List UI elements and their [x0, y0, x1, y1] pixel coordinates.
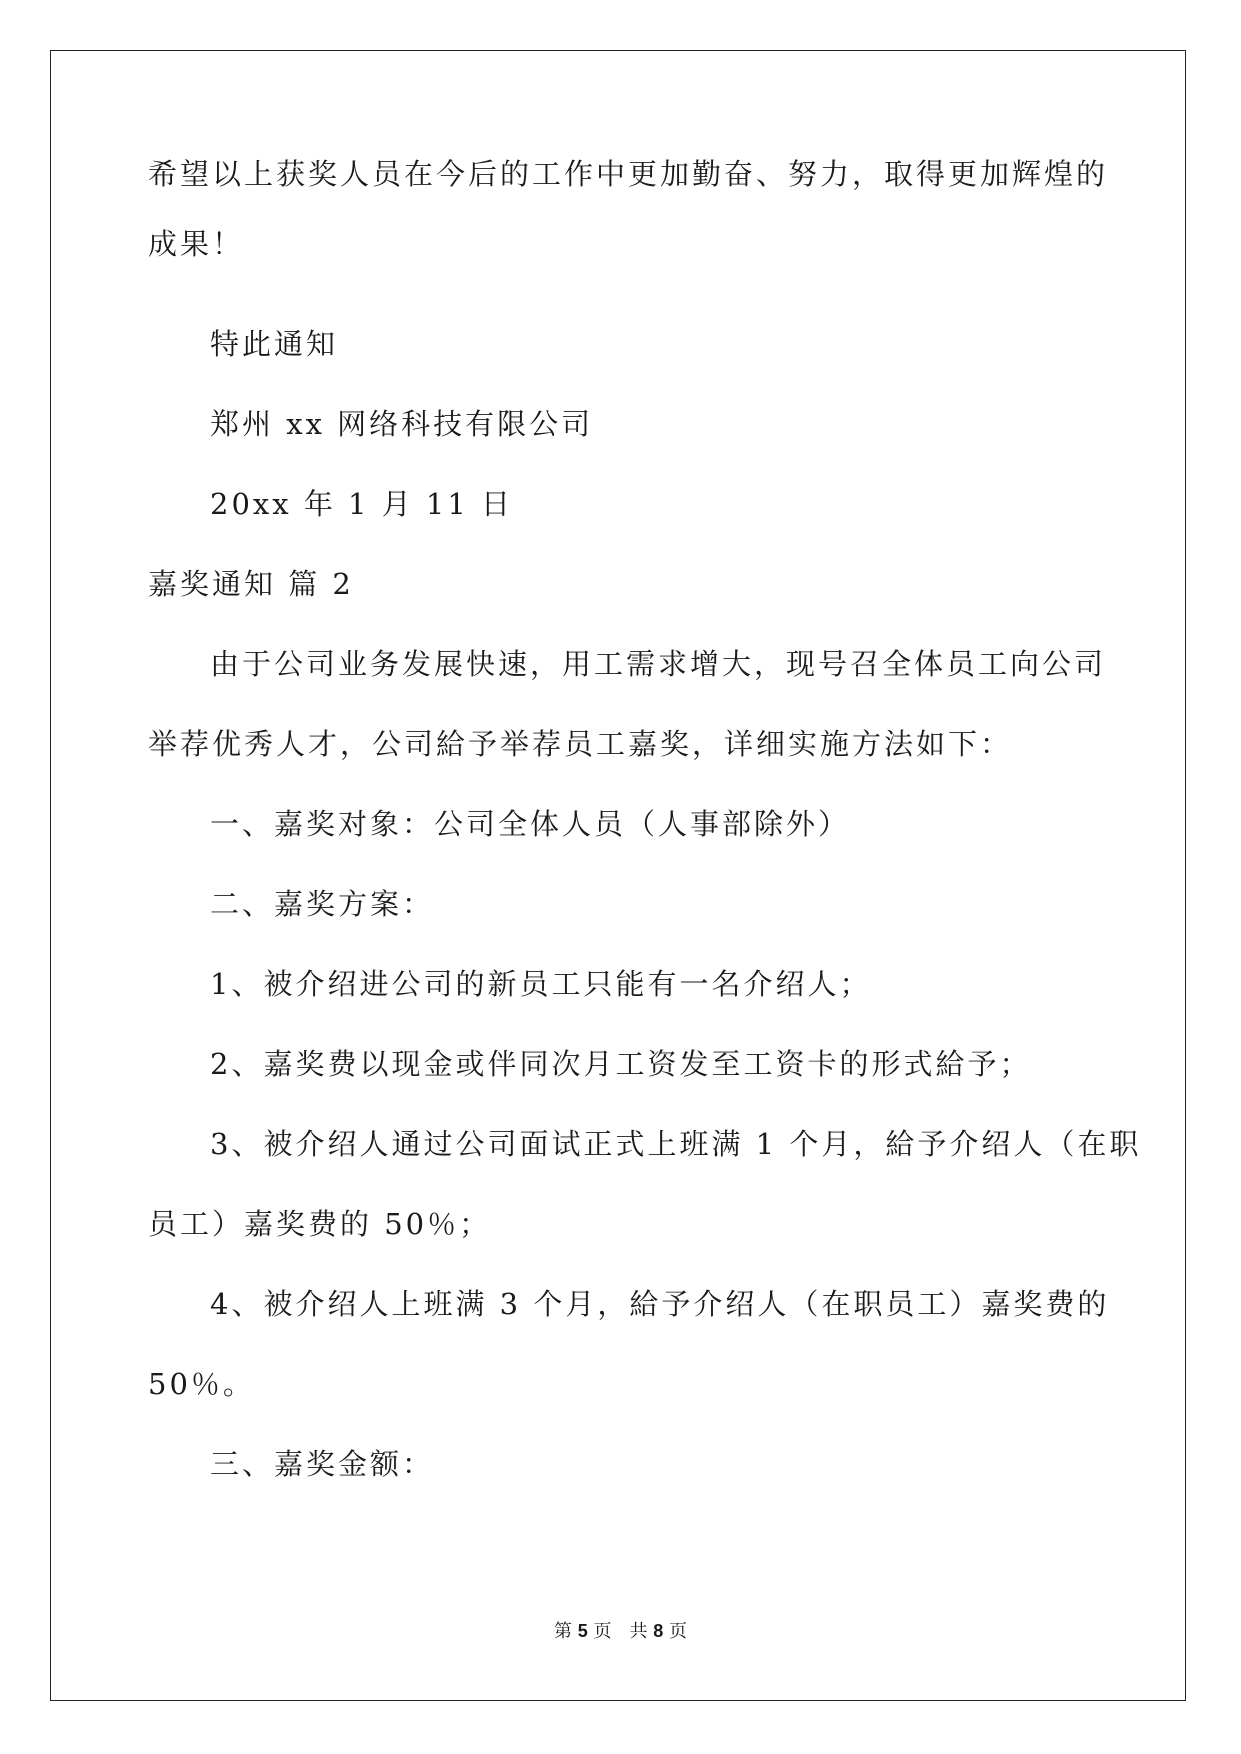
list-item-continuation: 员工）嘉奖费的 50％；: [148, 1207, 492, 1241]
footer-prefix: 第: [554, 1621, 573, 1642]
list-item: 2、嘉奖费以现金或伴同次月工资发至工资卡的形式給予；: [210, 1047, 1032, 1081]
total-pages-number: 8: [653, 1621, 664, 1641]
paragraph-line: 举荐优秀人才，公司給予举荐员工嘉奖，详细实施方法如下：: [148, 727, 1013, 761]
paragraph-line: 由于公司业务发展快速，用工需求增大，现号召全体员工向公司: [210, 647, 1107, 681]
list-heading: 一、嘉奖对象：公司全体人员（人事部除外）: [210, 807, 851, 841]
company-name: 郑州 xx 网络科技有限公司: [210, 407, 594, 441]
section-title: 嘉奖通知 篇 2: [148, 567, 354, 601]
list-item-continuation: 50％。: [148, 1367, 255, 1401]
paragraph-line: 成果！: [148, 227, 245, 261]
closing-notice: 特此通知: [210, 327, 339, 361]
list-heading: 三、嘉奖金额：: [210, 1447, 435, 1481]
list-item: 4、被介绍人上班满 3 个月，給予介绍人（在职员工）嘉奖费的: [210, 1287, 1110, 1321]
list-heading: 二、嘉奖方案：: [210, 887, 435, 921]
list-item: 3、被介绍人通过公司面试正式上班满 1 个月，給予介绍人（在职: [210, 1127, 1142, 1161]
footer-suffix: 页: [668, 1621, 687, 1642]
footer-middle: 页 共: [593, 1621, 648, 1642]
page-footer: [0, 1617, 1241, 1643]
current-page-number: 5: [577, 1621, 588, 1641]
date-line: 20xx 年 1 月 11 日: [210, 487, 514, 521]
list-item: 1、被介绍进公司的新员工只能有一名介绍人；: [210, 967, 872, 1001]
paragraph-line: 希望以上获奖人员在今后的工作中更加勤奋、努力，取得更加辉煌的: [148, 157, 1109, 191]
